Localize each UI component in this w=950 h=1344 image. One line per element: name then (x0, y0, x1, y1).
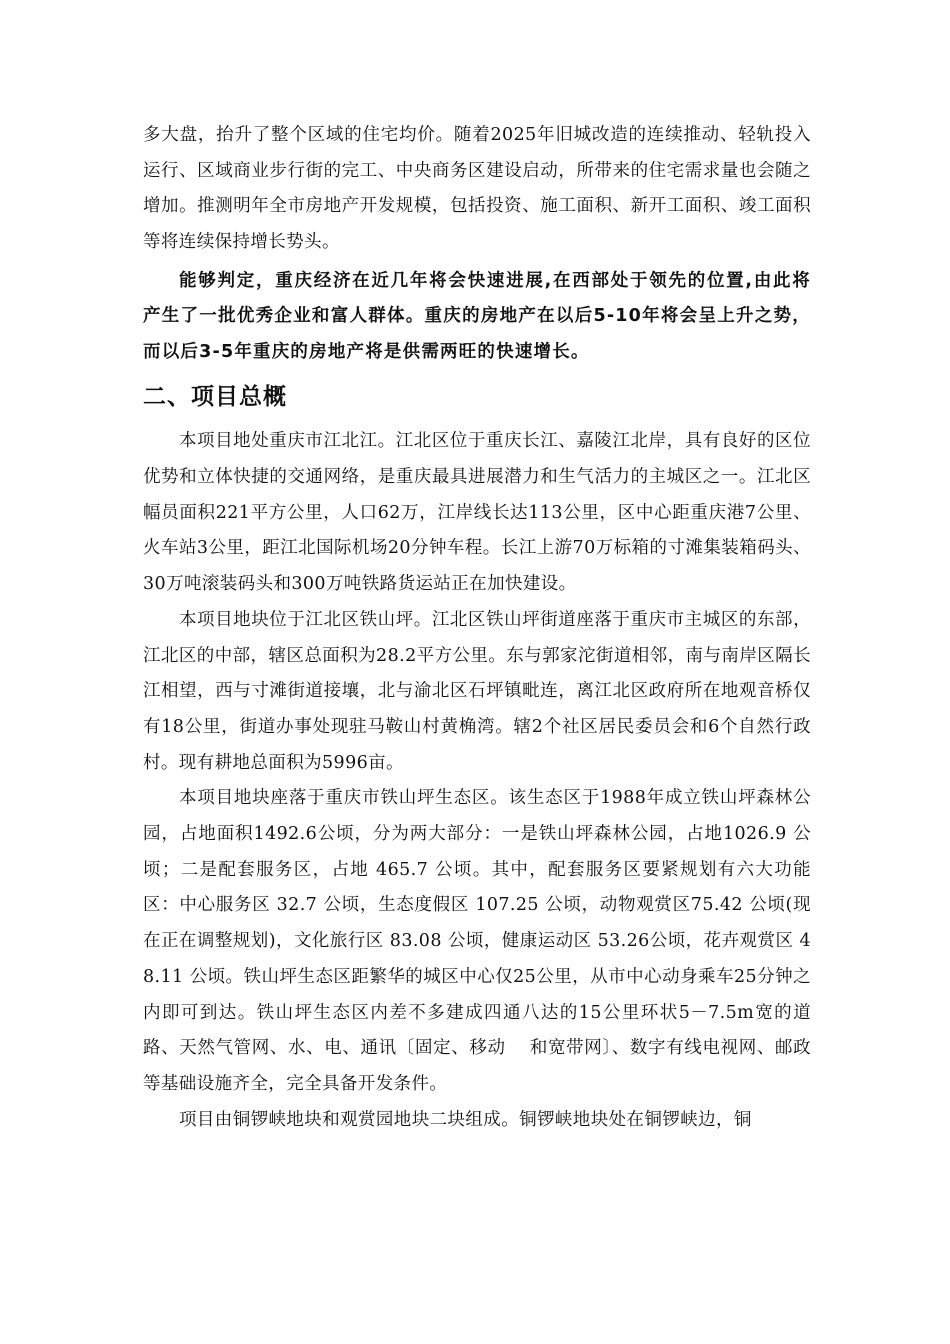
section-heading: 二、项目总概 (143, 384, 287, 411)
document-body (143, 118, 811, 1138)
paragraph-composition: 项目由铜锣峡地块和观赏园地块二块组成。铜锣峡地块处在铜锣峡边，铜 (179, 1109, 752, 1130)
paragraph-site: 本项目地块位于江北区铁山坪。江北区铁山坪街道座落于重庆市主城区的东部，江北区的中部，辖区总面积为28.2平方公里。东与郭家沱街道相邻，南与南岸区隔长江相望，西与寸滩街道接壤，北与渝北区石坪镇毗连，离江北区政府所在地观音桥仅有18公里，街道办事处现驻马鞍山村黄桷湾。辖2个社区居民委员会和6个自然行政村。现有耕地总面积为5996亩。 (143, 609, 811, 773)
paragraph-conclusion: 能够判定，重庆经济在近几年将会快速进展,在西部处于领先的位置,由此将产生了一批优秀企业和富人群体。重庆的房地产在以后5-10年将会呈上升之势，而以后3-5年重庆的房地产将是供需两旺的快速增长。 (143, 270, 811, 362)
paragraph-continued: 多大盘，抬升了整个区域的住宅均价。随着2025年旧城改造的连续推动、轻轨投入运行、区域商业步行街的完工、中央商务区建设启动，所带来的住宅需求量也会随之增加。推测明年全市房地产开发规模，包括投资、施工面积、新开工面积、竣工面积等将连续保持增长势头。 (143, 125, 811, 253)
paragraph-location: 本项目地处重庆市江北江。江北区位于重庆长江、嘉陵江北岸，具有良好的区位优势和立体快捷的交通网络，是重庆最具进展潜力和生气活力的主城区之一。江北区幅员面积221平方公里，人口62万，江岸线长达113公里，区中心距重庆港7公里、火车站3公里，距江北国际机场20分钟车程。长江上游70万标箱的寸滩集装箱码头、30万吨滚装码头和300万吨铁路货运站正在加快建设。 (143, 431, 811, 595)
paragraph-ecology: 本项目地块座落于重庆市铁山坪生态区。该生态区于1988年成立铁山坪森林公园，占地面积1492.6公顷，分为两大部分：一是铁山坪森林公园，占地1026.9 公顷；二是配套服务区，占地 465.7 公顷。其中，配套服务区要紧规划有六大功能区：中心服务区 32.7 公顷，生态度假区 107.25 公顷，动物观赏区75.42 公顷(现在正在调整规划)，文化旅行区 83.08 公顷，健康运动区 53.26公顷，花卉观赏区 48.11 公顷。铁山坪生态区距繁华的城区中心仅25公里，从市中心动身乘车25分钟之内即可到达。铁山坪生态区内差不多建成四通八达的15公里环状5－7.5m宽的道路、天然气管网、水、电、通讯〔固定、移动 和宽带网〕、数字有线电视网、邮政等基础设施齐全，完全具备开发条件。 (143, 788, 811, 1094)
